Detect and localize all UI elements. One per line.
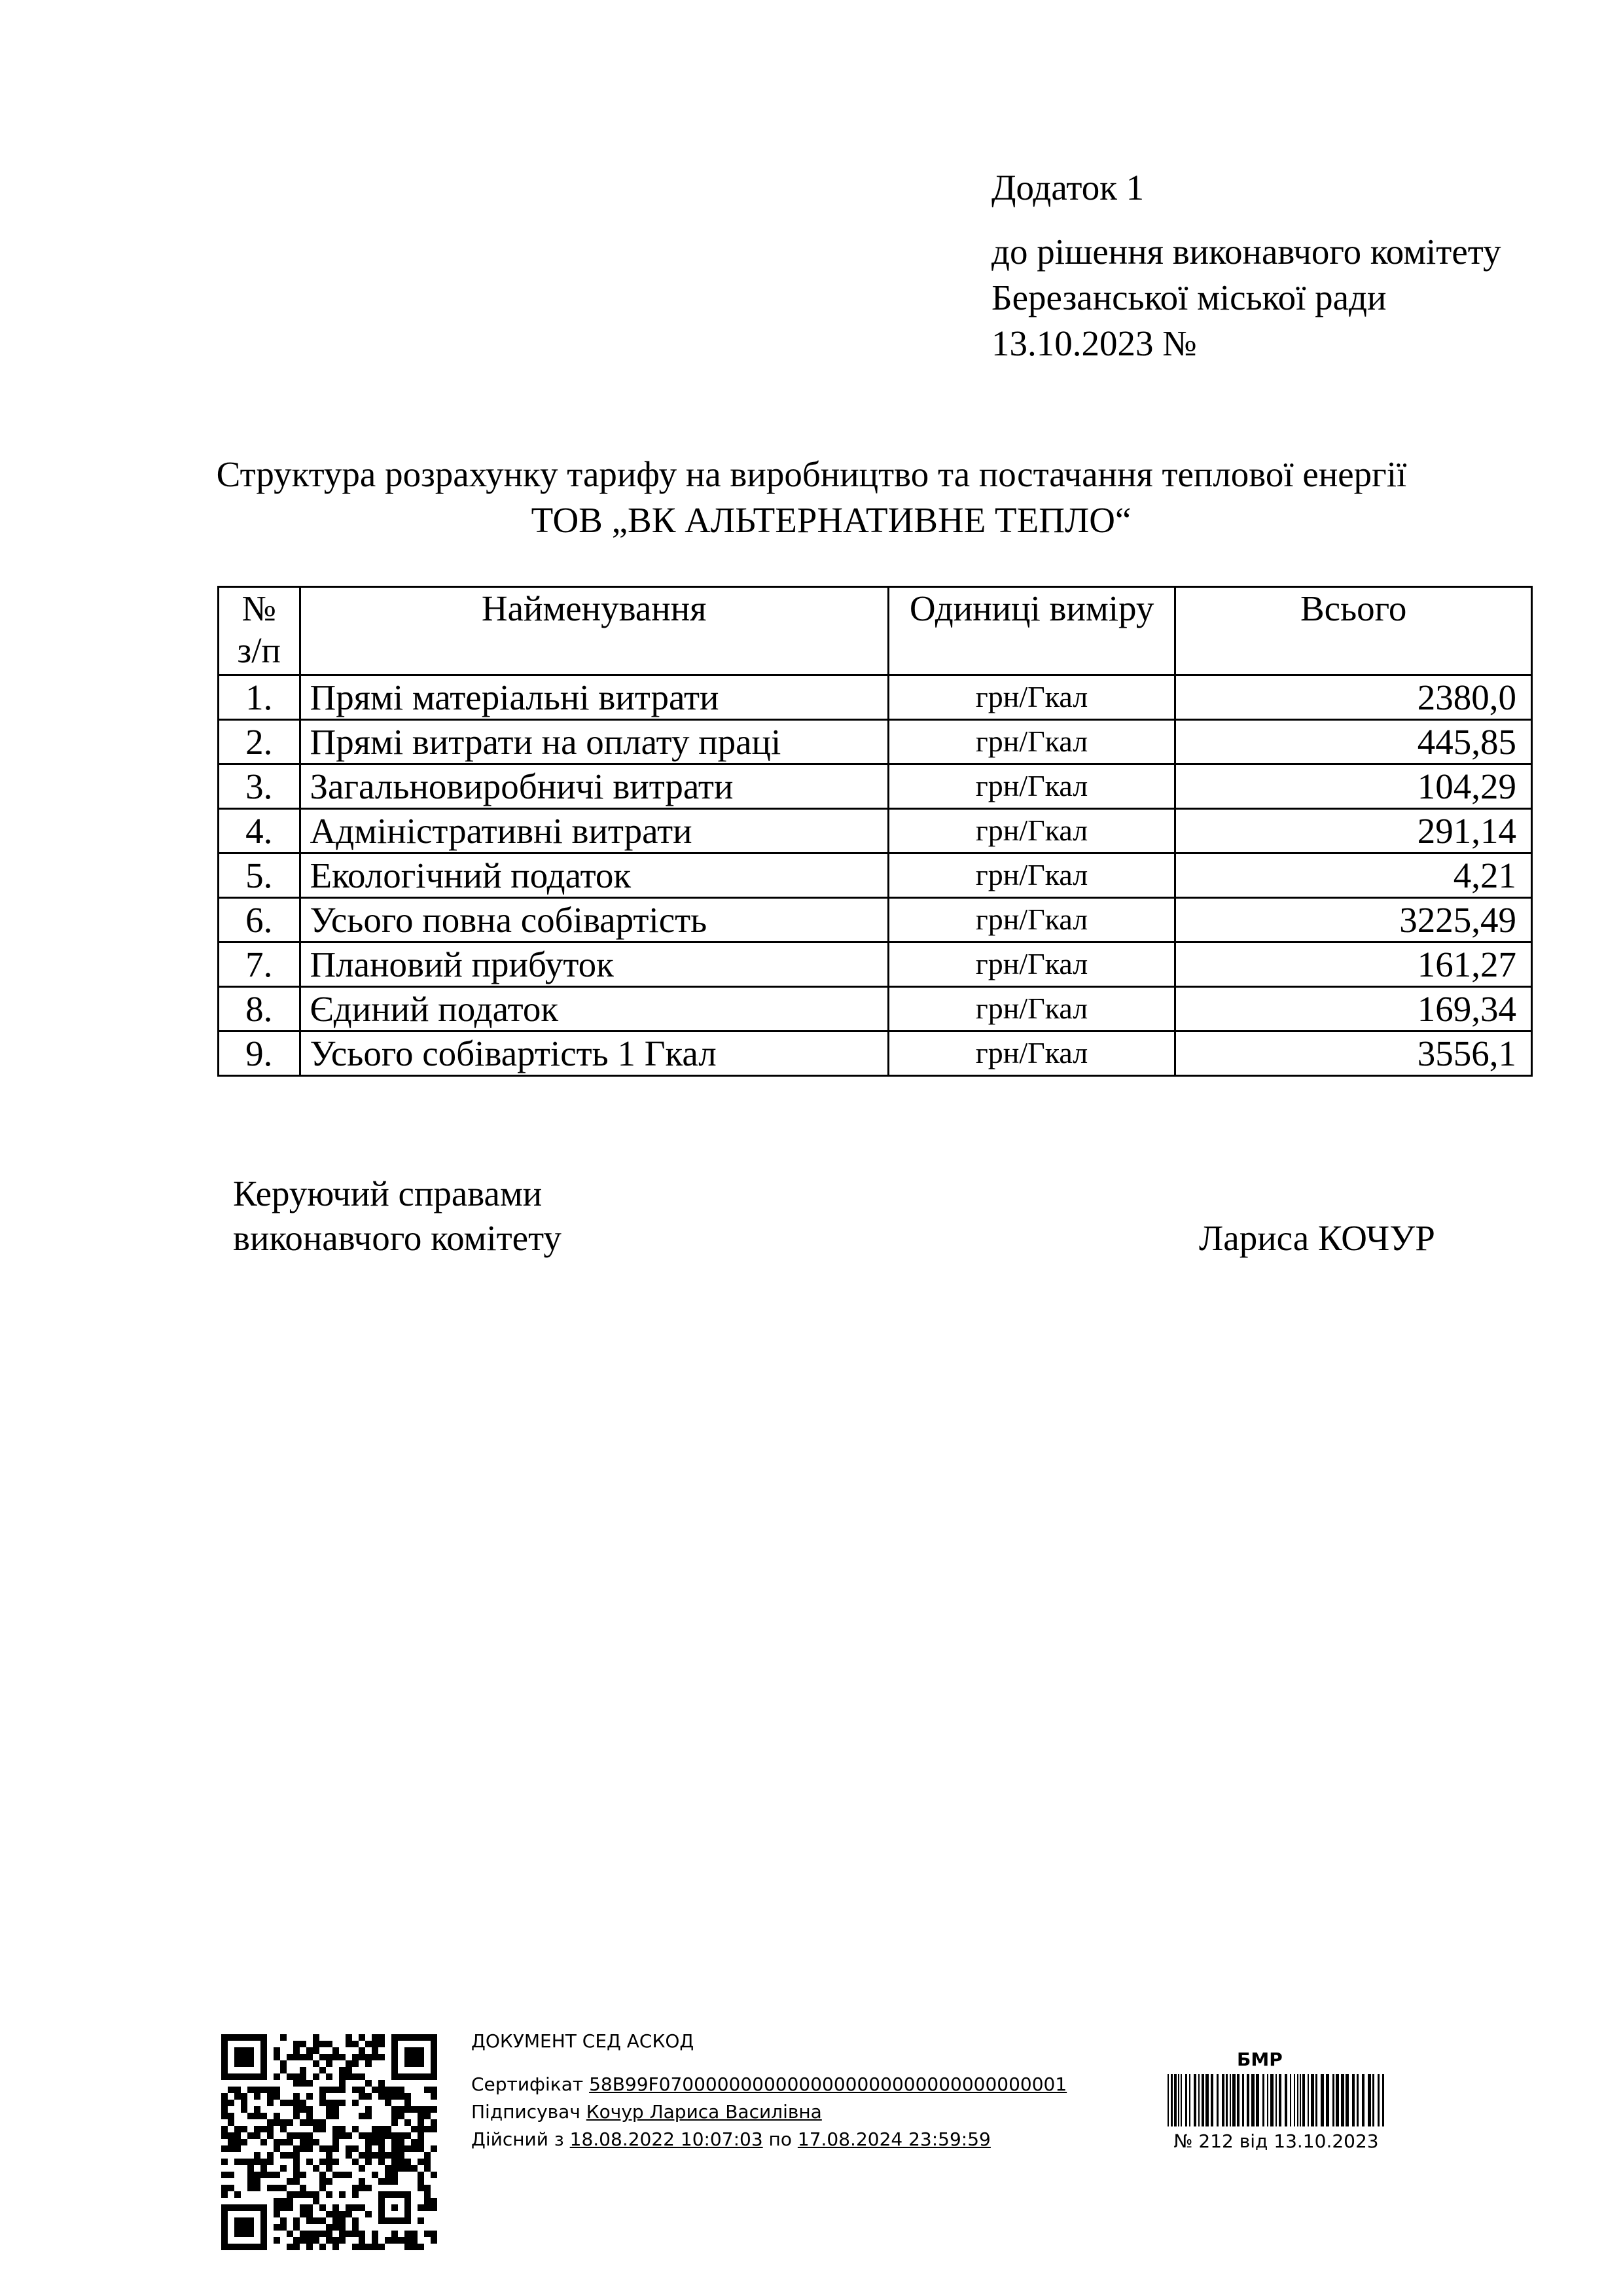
table-header-row — [219, 587, 1532, 675]
header-num: № з/п — [219, 587, 300, 675]
row-name: Загальновиробничі витрати — [300, 764, 888, 809]
tariff-table — [217, 586, 1533, 1077]
row-total: 3556,1 — [1175, 1031, 1532, 1076]
table-row — [219, 720, 1532, 764]
certificate-label: Сертифікат — [471, 2073, 584, 2095]
stamp-validity-line — [471, 2126, 1067, 2153]
position-line-1: Керуючий справами — [233, 1174, 543, 1213]
row-num: 7. — [219, 942, 300, 987]
row-num: 6. — [219, 898, 300, 942]
row-total: 161,27 — [1175, 942, 1532, 987]
row-total: 104,29 — [1175, 764, 1532, 809]
valid-to-value: 17.08.2024 23:59:59 — [797, 2128, 991, 2150]
position-line-2: виконавчого комітету — [233, 1218, 562, 1258]
row-unit: грн/Гкал — [888, 675, 1175, 720]
row-num: 8. — [219, 987, 300, 1031]
row-num: 3. — [219, 764, 300, 809]
table-row — [219, 853, 1532, 898]
table-row — [219, 1031, 1532, 1076]
electronic-signature-stamp — [471, 2028, 1067, 2153]
row-unit: грн/Гкал — [888, 942, 1175, 987]
table-row — [219, 764, 1532, 809]
certificate-value: 58B99F07000000000000000000000000000000001 — [589, 2073, 1067, 2095]
row-num: 9. — [219, 1031, 300, 1076]
row-unit: грн/Гкал — [888, 987, 1175, 1031]
header-unit: Одиниці виміру — [888, 587, 1175, 675]
document-title: Структура розрахунку тарифу на виробництво та постачання теплової енергії — [216, 454, 1407, 494]
table-row — [219, 675, 1532, 720]
stamp-header: ДОКУМЕНТ СЕД АСКОД — [471, 2030, 694, 2052]
row-num: 1. — [219, 675, 300, 720]
valid-from-value: 18.08.2022 10:07:03 — [569, 2128, 763, 2150]
qr-code-icon — [221, 2034, 437, 2250]
row-total: 4,21 — [1175, 853, 1532, 898]
valid-from-label: Дійсний з — [471, 2128, 564, 2150]
annex-decision-line: до рішення виконавчого комітету — [991, 232, 1501, 272]
row-name: Прямі матеріальні витрати — [300, 675, 888, 720]
row-unit: грн/Гкал — [888, 898, 1175, 942]
row-num: 5. — [219, 853, 300, 898]
registration-barcode-block — [1158, 2049, 1394, 2152]
row-name: Усього повна собівартість — [300, 898, 888, 942]
row-total: 291,14 — [1175, 809, 1532, 853]
row-name: Усього собівартість 1 Гкал — [300, 1031, 888, 1076]
signatory-position — [233, 1172, 562, 1261]
valid-to-label: по — [768, 2128, 792, 2150]
signer-value: Кочур Лариса Василівна — [586, 2101, 822, 2123]
row-name: Адміністративні витрати — [300, 809, 888, 853]
table-row — [219, 987, 1532, 1031]
row-num: 2. — [219, 720, 300, 764]
row-total: 3225,49 — [1175, 898, 1532, 942]
annex-date-line: 13.10.2023 № — [991, 323, 1197, 363]
row-unit: грн/Гкал — [888, 764, 1175, 809]
row-unit: грн/Гкал — [888, 720, 1175, 764]
barcode-label: БМР — [1237, 2049, 1283, 2070]
row-name: Плановий прибуток — [300, 942, 888, 987]
row-total: 2380,0 — [1175, 675, 1532, 720]
annex-block — [991, 165, 1501, 367]
header-name: Найменування — [300, 587, 888, 675]
barcode-icon — [1165, 2074, 1387, 2126]
table-row — [219, 942, 1532, 987]
row-num: 4. — [219, 809, 300, 853]
table-row — [219, 809, 1532, 853]
stamp-certificate-line — [471, 2071, 1067, 2098]
table-row — [219, 898, 1532, 942]
annex-label: Додаток 1 — [991, 168, 1145, 207]
header-total: Всього — [1175, 587, 1532, 675]
company-name: ТОВ „ВК АЛЬТЕРНАТИВНЕ ТЕПЛО“ — [531, 500, 1132, 540]
row-unit: грн/Гкал — [888, 809, 1175, 853]
signatory-name: Лариса КОЧУР — [1199, 1218, 1435, 1258]
annex-council-line: Березанської міської ради — [991, 278, 1387, 317]
registration-number: № 212 від 13.10.2023 — [1173, 2130, 1379, 2152]
signer-label: Підписувач — [471, 2101, 580, 2123]
row-name: Прямі витрати на оплату праці — [300, 720, 888, 764]
row-unit: грн/Гкал — [888, 853, 1175, 898]
row-total: 445,85 — [1175, 720, 1532, 764]
row-unit: грн/Гкал — [888, 1031, 1175, 1076]
stamp-signer-line — [471, 2098, 1067, 2126]
row-name: Єдиний податок — [300, 987, 888, 1031]
row-total: 169,34 — [1175, 987, 1532, 1031]
row-name: Екологічний податок — [300, 853, 888, 898]
